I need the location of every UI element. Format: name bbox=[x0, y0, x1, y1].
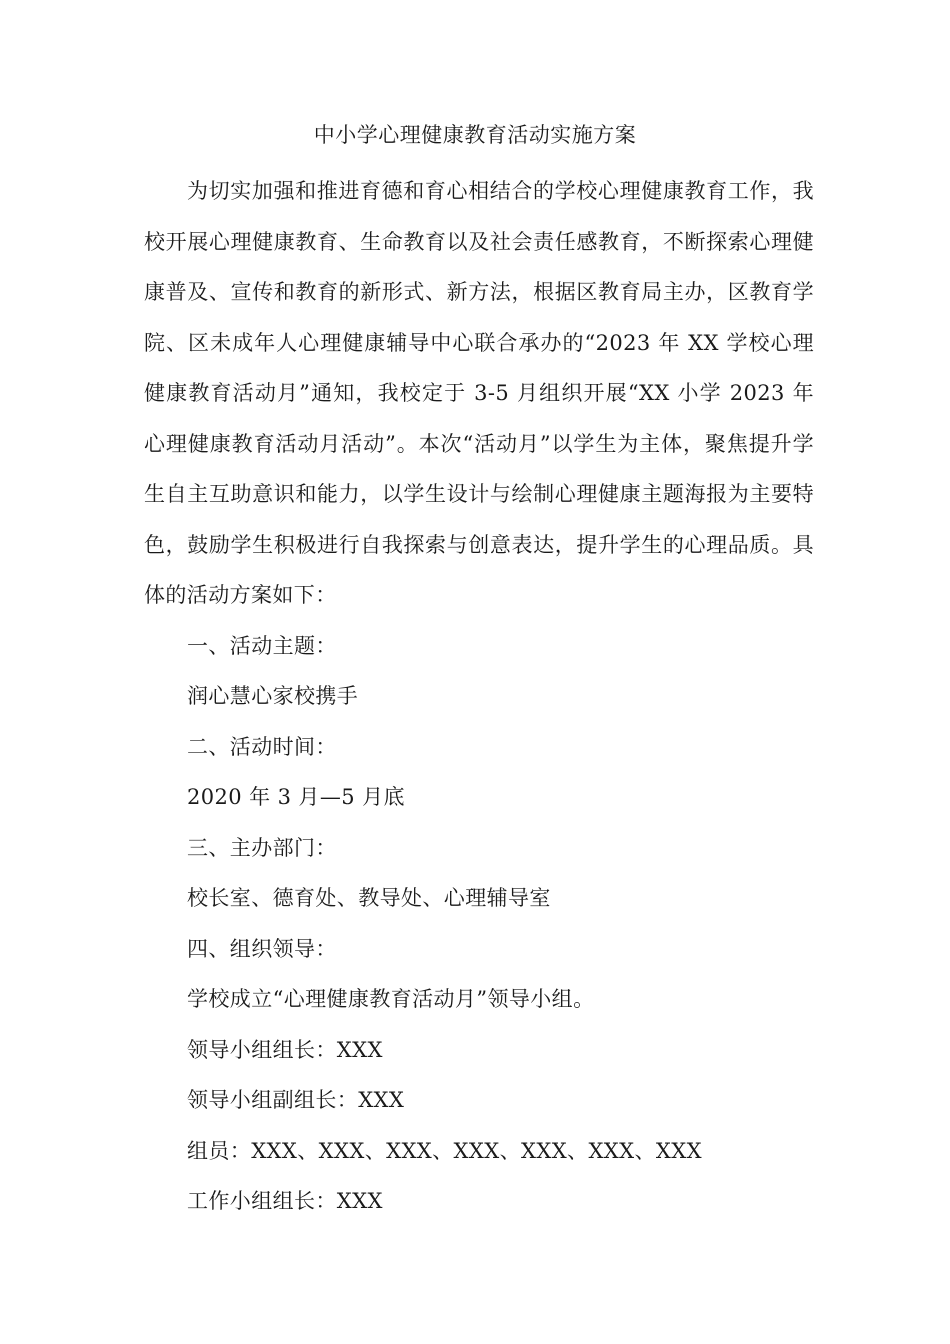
document-title: 中小学心理健康教育活动实施方案 bbox=[313, 123, 637, 147]
leader-line: 领导小组组长：XXX bbox=[187, 1037, 383, 1062]
theme-text: 润心慧心家校携手 bbox=[187, 684, 359, 708]
section-heading-time: 二、活动时间： bbox=[187, 734, 337, 759]
deputy-leader-line: 领导小组副组长：XXX bbox=[187, 1088, 405, 1112]
time-text: 2020 年 3 月—5 月底 bbox=[187, 785, 405, 809]
section-heading-organizer: 三、主办部门： bbox=[187, 835, 337, 860]
intro-paragraph: 为切实加强和推进育德和育心相结合的学校心理健康教育工作，我校开展心理健康教育、生命教育以及社会责任感教育，不断探索心理健康普及、宣传和教育的新形式、新方法，根据区教育局主办，区教育学院、区未成年人心理健康辅导中心联合承办的“2023 年 XX 学校心理健康教育活动月”通知，我校定于 3-5 月组织开展“XX 小学 2023 年心理健康教育活动月活动”。本次“活动月”以学生为主体，聚焦提升学生自主互助意识和能力，以学生设计与绘制心理健康主题海报为主要特色，鼓励学生积极进行自我探索与创意表达，提升学生的心理品质。具体的活动方案如下： bbox=[144, 179, 814, 607]
document-body bbox=[144, 166, 814, 1227]
members-line: 组员：XXX、XXX、XXX、XXX、XXX、XXX、XXX bbox=[187, 1138, 702, 1163]
work-group-leader-line: 工作小组组长：XXX bbox=[187, 1189, 383, 1213]
organizer-text: 校长室、德育处、教导处、心理辅导室 bbox=[187, 886, 551, 910]
leadership-intro: 学校成立“心理健康教育活动月”领导小组。 bbox=[187, 987, 595, 1011]
section-heading-leadership: 四、组织领导： bbox=[187, 936, 337, 961]
section-heading-theme: 一、活动主题： bbox=[187, 633, 337, 658]
